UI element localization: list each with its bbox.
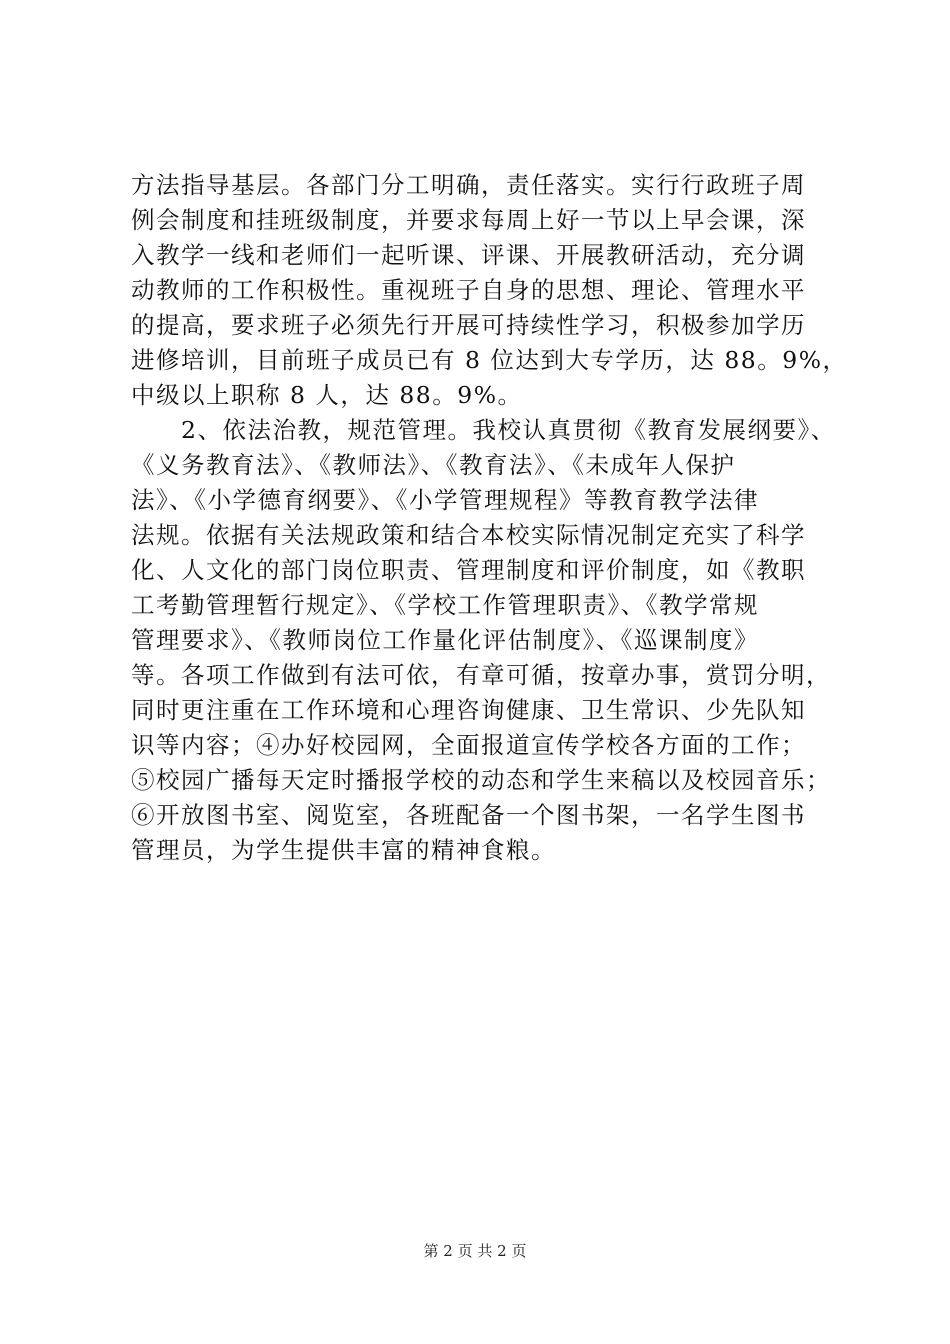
page-number-footer: 第 2 页 共 2 页 bbox=[423, 1242, 527, 1260]
text-line: ⑤校园广播每天定时播报学校的动态和学生来稿以及校园音乐； bbox=[131, 766, 831, 794]
text-line: 识等内容；④办好校园网，全面报道宣传学校各方面的工作； bbox=[131, 731, 806, 759]
text-line: 例会制度和挂班级制度，并要求每周上好一节以上早会课，深 bbox=[131, 206, 806, 234]
text-line: 管理要求》、《教师岗位工作量化评估制度》、《巡课制度》 bbox=[131, 626, 759, 654]
text-line: ⑥开放图书室、阅览室，各班配备一个图书架，一名学生图书 bbox=[131, 801, 806, 829]
text-line: 等。各项工作做到有法可依，有章可循，按章办事，赏罚分明， bbox=[131, 661, 831, 689]
text-line: 进修培训，目前班子成员已有 8 位达到大专学历，达 88。9%， bbox=[131, 346, 848, 374]
text-line: 管理员，为学生提供丰富的精神食粮。 bbox=[131, 836, 556, 864]
text-line: 同时更注重在工作环境和心理咨询健康、卫生常识、少先队知 bbox=[131, 696, 806, 724]
text-line: 工考勤管理暂行规定》、《学校工作管理职责》、《教学常规 bbox=[131, 591, 759, 619]
text-line: 化、人文化的部门岗位职责、管理制度和评价制度，如《教职 bbox=[131, 556, 806, 584]
text-line: 法规。依据有关法规政策和结合本校实际情况制定充实了科学 bbox=[131, 521, 806, 549]
text-line: 动教师的工作积极性。重视班子自身的思想、理论、管理水平 bbox=[131, 276, 806, 304]
body-text bbox=[131, 168, 848, 868]
text-line: 中级以上职称 8 人，达 88。9%。 bbox=[131, 381, 523, 409]
text-line: 法》、《小学德育纲要》、《小学管理规程》等教育教学法律 bbox=[131, 486, 759, 514]
text-line: 方法指导基层。各部门分工明确，责任落实。实行行政班子周 bbox=[131, 171, 806, 199]
text-line: 入教学一线和老师们一起听课、评课、开展教研活动，充分调 bbox=[131, 241, 806, 269]
text-line: 《义务教育法》、《教师法》、《教育法》、《未成年人保护 bbox=[131, 451, 736, 479]
text-line: 的提高，要求班子必须先行开展可持续性学习，积极参加学历 bbox=[131, 311, 806, 339]
paragraph-start-line: 2、依法治教，规范管理。我校认真贯彻《教育发展纲要》、 bbox=[131, 416, 836, 444]
